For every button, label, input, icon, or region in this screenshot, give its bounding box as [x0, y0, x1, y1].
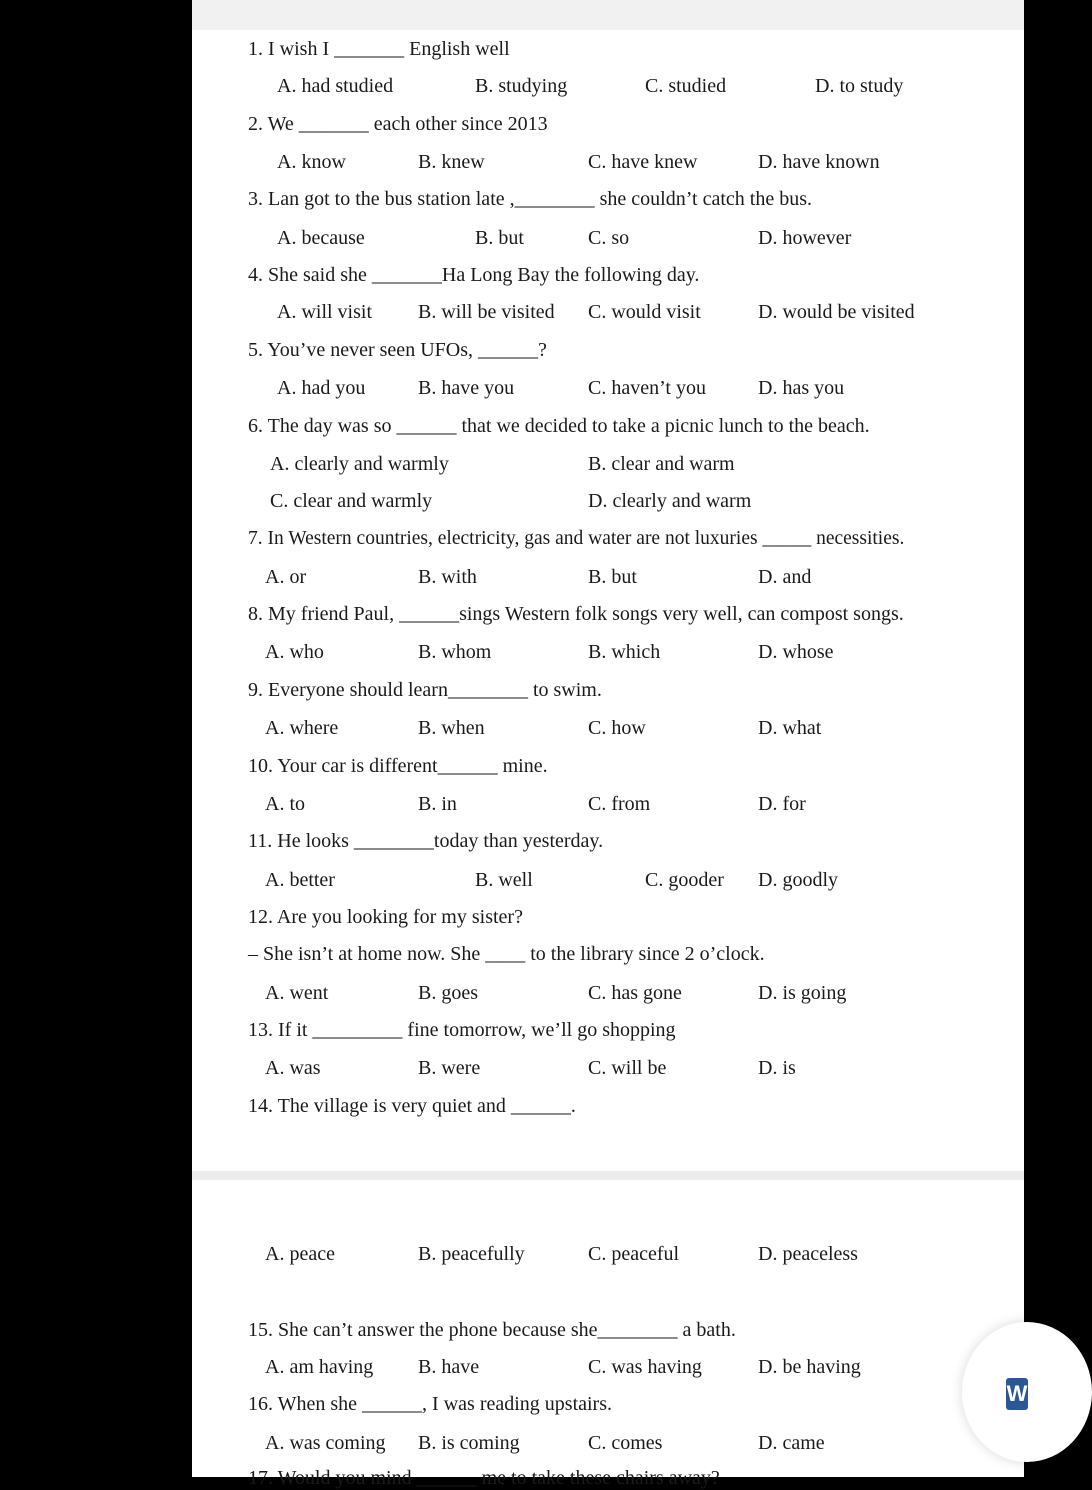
q3-option-d: D. however: [758, 227, 852, 249]
q8-option-c: B. which: [588, 641, 661, 663]
q6-option-b: B. clear and warm: [588, 453, 735, 475]
q1-option-b: B. studying: [475, 75, 568, 97]
q8-option-a: A. who: [265, 641, 324, 663]
q11-option-c: C. gooder: [645, 869, 724, 891]
q10-option-b: B. in: [418, 793, 457, 815]
q16-option-b: B. is coming: [418, 1432, 520, 1454]
q16-option-d: D. came: [758, 1432, 825, 1454]
q7-option-d: D. and: [758, 566, 812, 588]
q4-option-a: A. will visit: [277, 301, 373, 323]
word-app-icon[interactable]: W: [1006, 1378, 1028, 1410]
q1-option-a: A. had studied: [277, 75, 394, 97]
q4-option-d: D. would be visited: [758, 301, 915, 323]
q12-option-c: C. has gone: [588, 982, 682, 1004]
question-4-stem: 4. She said she _______Ha Long Bay the following day.: [248, 264, 700, 286]
q13-option-b: B. were: [418, 1057, 481, 1079]
q2-option-d: D. have known: [758, 151, 880, 173]
q6-option-d: D. clearly and warm: [588, 490, 752, 512]
q5-option-b: B. have you: [418, 377, 515, 399]
question-11-stem: 11. He looks ________today than yesterday.: [248, 830, 604, 852]
page-break: [192, 1171, 1024, 1180]
question-12-stem: 12. Are you looking for my sister?: [248, 906, 523, 928]
question-1-stem: 1. I wish I _______ English well: [248, 38, 510, 60]
q4-option-b: B. will be visited: [418, 301, 555, 323]
q12-option-d: D. is going: [758, 982, 847, 1004]
q14-option-c: C. peaceful: [588, 1243, 680, 1265]
question-8-stem: 8. My friend Paul, ______sings Western folk songs very well, can compost songs.: [248, 603, 904, 625]
question-7-stem: 7. In Western countries, electricity, gas and water are not luxuries _____ necessities.: [248, 528, 905, 549]
q2-option-c: C. have knew: [588, 151, 698, 173]
q2-option-a: A. know: [277, 151, 346, 173]
q4-option-c: C. would visit: [588, 301, 701, 323]
q16-option-c: C. comes: [588, 1432, 663, 1454]
q12-option-b: B. goes: [418, 982, 478, 1004]
q13-option-d: D. is: [758, 1057, 796, 1079]
q11-option-a: A. better: [265, 869, 335, 891]
q7-option-b: B. with: [418, 566, 477, 588]
question-13-stem: 13. If it _________ fine tomorrow, we’ll go shopping: [248, 1019, 676, 1041]
question-14-stem: 14. The village is very quiet and ______.: [248, 1095, 576, 1117]
q12-option-a: A. went: [265, 982, 329, 1004]
question-10-stem: 10. Your car is different______ mine.: [248, 755, 548, 777]
question-9-stem: 9. Everyone should learn________ to swim.: [248, 679, 602, 701]
q8-option-d: D. whose: [758, 641, 834, 663]
q15-option-d: D. be having: [758, 1356, 861, 1378]
question-6-stem: 6. The day was so ______ that we decided to take a picnic lunch to the beach.: [248, 415, 870, 437]
q5-option-c: C. haven’t you: [588, 377, 706, 399]
q6-option-c: C. clear and warmly: [270, 490, 433, 512]
q15-option-c: C. was having: [588, 1356, 702, 1378]
q14-option-d: D. peaceless: [758, 1243, 858, 1265]
question-17-stem-cutoff: 17. Would you mind ______ me to take these chairs away?: [248, 1467, 720, 1489]
q9-option-b: B. when: [418, 717, 485, 739]
q3-option-b: B. but: [475, 227, 524, 249]
q11-option-d: D. goodly: [758, 869, 838, 891]
q13-option-a: A. was: [265, 1057, 321, 1079]
q15-option-b: B. have: [418, 1356, 480, 1378]
q11-option-b: B. well: [475, 869, 533, 891]
question-12-response: – She isn’t at home now. She ____ to the library since 2 o’clock.: [248, 943, 765, 965]
q7-option-c: B. but: [588, 566, 637, 588]
q3-option-a: A. because: [277, 227, 365, 249]
q5-option-d: D. has you: [758, 377, 845, 399]
q14-option-a: A. peace: [265, 1243, 335, 1265]
q5-option-a: A. had you: [277, 377, 366, 399]
q3-option-c: C. so: [588, 227, 630, 249]
q1-option-c: C. studied: [645, 75, 727, 97]
question-3-stem: 3. Lan got to the bus station late ,________ she couldn’t catch the bus.: [248, 188, 812, 210]
q9-option-a: A. where: [265, 717, 339, 739]
q1-option-d: D. to study: [815, 75, 904, 97]
q9-option-c: C. how: [588, 717, 646, 739]
q15-option-a: A. am having: [265, 1356, 374, 1378]
question-2-stem: 2. We _______ each other since 2013: [248, 113, 548, 135]
q10-option-c: C. from: [588, 793, 651, 815]
q8-option-b: B. whom: [418, 641, 492, 663]
question-5-stem: 5. You’ve never seen UFOs, ______?: [248, 339, 547, 361]
q6-option-a: A. clearly and warmly: [270, 453, 449, 475]
q9-option-d: D. what: [758, 717, 822, 739]
q10-option-d: D. for: [758, 793, 806, 815]
q14-option-b: B. peacefully: [418, 1243, 525, 1265]
q7-option-a: A. or: [265, 566, 307, 588]
q13-option-c: C. will be: [588, 1057, 667, 1079]
q10-option-a: A. to: [265, 793, 305, 815]
question-15-stem: 15. She can’t answer the phone because she________ a bath.: [248, 1319, 736, 1341]
question-16-stem: 16. When she ______, I was reading upstairs.: [248, 1393, 613, 1415]
q2-option-b: B. knew: [418, 151, 485, 173]
q16-option-a: A. was coming: [265, 1432, 386, 1454]
